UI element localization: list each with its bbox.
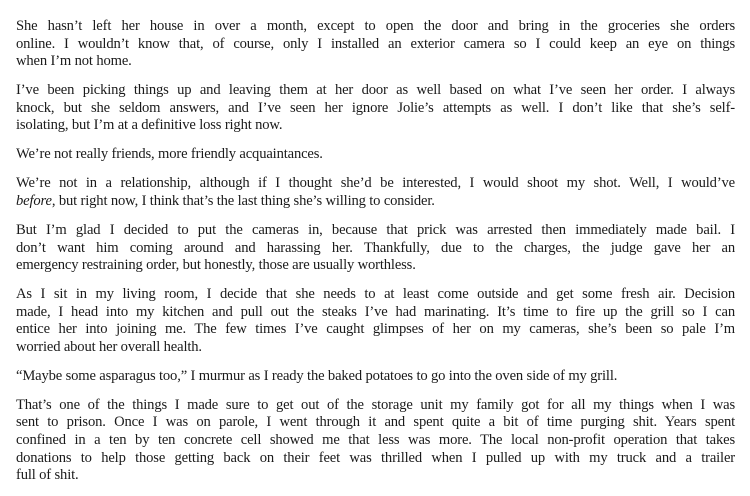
text-line: when I’m not home.	[16, 53, 132, 70]
text-line: don’t want him coming around and harassing her. Thankfully, due to the charges, the judge gave her an	[16, 239, 735, 256]
paragraph	[16, 18, 735, 71]
text-line: entice her into joining me. The few times I’ve caught glimpses of her on my cameras, she’s been so pale I’m	[16, 321, 735, 338]
text-line: confined in a ten by ten concrete cell showed me that less was more. The local non-profit operation that takes	[16, 432, 735, 449]
text-line: full of shit.	[16, 467, 79, 484]
paragraph	[16, 286, 735, 356]
paragraph	[16, 82, 735, 135]
text-line: She hasn’t left her house in over a month, except to open the door and bring in the groceries she orders	[16, 18, 735, 34]
text-line: We’re not in a relationship, although if I thought she’d be interested, I would shoot my shot. Well, I would’ve	[16, 175, 735, 192]
italic-emphasis: before	[16, 192, 52, 209]
line-rest: , but right now, I think that’s the last thing she’s willing to consider.	[51, 192, 435, 209]
text-line: That’s one of the things I made sure to get out of the storage unit my family got for all my things when I was	[16, 396, 735, 413]
text-line: knock, but she seldom answers, and I’ve seen her ignore Jolie’s attempts as well. I don’t like that she’s self-	[16, 99, 735, 116]
text-line: We’re not really friends, more friendly acquaintances.	[16, 146, 323, 163]
text-line: I’ve been picking things up and leaving them at her door as well based on what I’ve seen her order. I always	[16, 82, 735, 99]
paragraph	[16, 222, 735, 275]
paragraph	[16, 146, 735, 164]
text-line: emergency restraining order, but honestly, those are usually worthless.	[16, 257, 416, 274]
text-line: “Maybe some asparagus too,” I murmur as I ready the baked potatoes to go into the oven side of my grill.	[16, 367, 618, 384]
text-line	[16, 193, 735, 211]
text-line: worried about her overall health.	[16, 338, 202, 355]
document-body	[16, 18, 735, 496]
text-line: isolating, but I’m at a definitive loss right now.	[16, 117, 283, 134]
text-line: made, I head into my kitchen and pull out the steaks I’ve had marinating. It’s time to fire up the grill so I can	[16, 303, 735, 320]
paragraph	[16, 175, 735, 210]
paragraph	[16, 368, 735, 386]
text-line: As I sit in my living room, I decide that she needs to at least come outside and get some fresh air. Decision	[16, 286, 735, 303]
text-line: online. I wouldn’t know that, of course, only I installed an exterior camera so I could keep an eye on things	[16, 35, 735, 52]
text-line: donations to help those getting back on their feet was thrilled when I pulled up with my truck and a trailer	[16, 449, 735, 466]
text-line: sent to prison. Once I was on parole, I went through it and spent quite a bit of time purging shit. Years spent	[16, 414, 735, 431]
paragraph	[16, 397, 735, 485]
text-line: But I’m glad I decided to put the cameras in, because that prick was arrested then immediately made bail. I	[16, 221, 735, 238]
